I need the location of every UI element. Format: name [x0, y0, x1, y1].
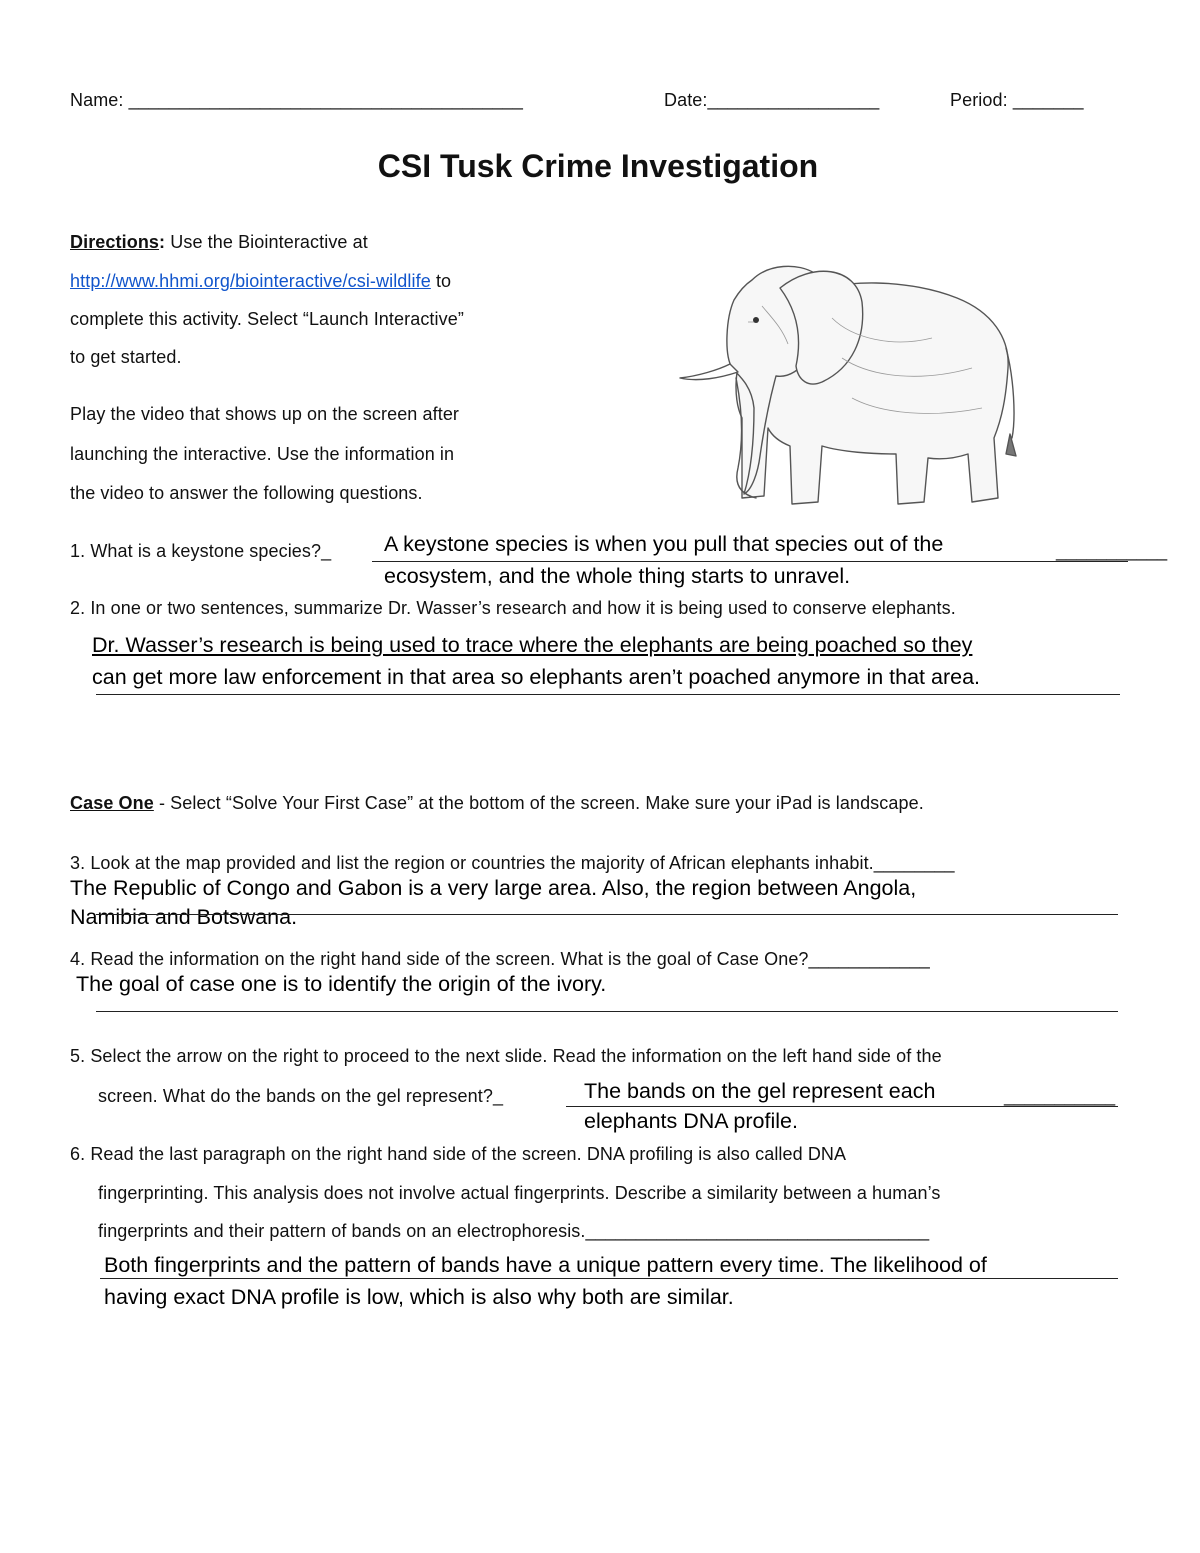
page-title: CSI Tusk Crime Investigation	[377, 148, 819, 184]
q6-prompt-line-2: fingerprinting. This analysis does not involve actual fingerprints. Describe a similarity between a human’s	[98, 1183, 941, 1203]
period-field[interactable]: Period: _______	[950, 90, 1084, 110]
q5-prompt-line-1: 5. Select the arrow on the right to proceed to the next slide. Read the information on the left hand side of the	[70, 1046, 942, 1066]
q2-prompt: 2. In one or two sentences, summarize Dr. Wasser’s research and how it is being used to conserve elephants.	[70, 598, 956, 618]
q5-answer-line-2[interactable]: elephants DNA profile.	[584, 1109, 798, 1133]
q6-answer-line-2[interactable]: having exact DNA profile is low, which is also why both are similar.	[104, 1285, 734, 1309]
play-line-1: Play the video that shows up on the screen after	[70, 404, 460, 424]
q3-prompt: 3. Look at the map provided and list the region or countries the majority of African elephants inhabit.________	[70, 853, 955, 873]
q4-prompt: 4. Read the information on the right hand side of the screen. What is the goal of Case One?____________	[70, 949, 930, 969]
elephant-illustration-icon	[672, 258, 1024, 514]
case-one-text: - Select “Solve Your First Case” at the bottom of the screen. Make sure your iPad is landscape.	[153, 793, 924, 813]
directions-to: to	[430, 271, 452, 291]
play-line-2: launching the interactive. Use the information in	[70, 444, 455, 464]
q5-tail: ___________	[1004, 1086, 1116, 1106]
q6-answer-line-1[interactable]: Both fingerprints and the pattern of bands have a unique pattern every time. The likelihood of	[104, 1253, 987, 1277]
biointeractive-link[interactable]: http://www.hhmi.org/biointeractive/csi-wildlife	[70, 271, 431, 291]
name-field[interactable]: Name: _______________________________________	[70, 90, 523, 110]
q4-underline	[96, 1011, 1118, 1012]
q5-answer-line-1[interactable]: The bands on the gel represent each	[584, 1079, 936, 1103]
directions-line-3: complete this activity. Select “Launch Interactive”	[70, 309, 464, 329]
q1-answer-line-2[interactable]: ecosystem, and the whole thing starts to unravel.	[384, 564, 851, 588]
q1-prompt: 1. What is a keystone species?_	[70, 541, 332, 561]
directions-colon: :	[159, 232, 166, 252]
q4-answer-line-1[interactable]: The goal of case one is to identify the origin of the ivory.	[76, 972, 607, 996]
case-one-label: Case One	[70, 793, 154, 813]
directions-label: Directions	[70, 232, 160, 252]
q6-prompt-line-3: fingerprints and their pattern of bands on an electrophoresis.__________________________________	[98, 1221, 930, 1241]
case-one-line	[70, 793, 924, 814]
directions-line-2	[70, 271, 451, 292]
q2-answer-line-2[interactable]: can get more law enforcement in that area so elephants aren’t poached anymore in that area.	[92, 665, 981, 689]
q3-answer-line-2[interactable]: Namibia and Botswana.	[70, 905, 298, 929]
q2-answer-line-1[interactable]: Dr. Wasser’s research is being used to trace where the elephants are being poached so they	[92, 633, 973, 657]
date-field[interactable]: Date:_________________	[664, 90, 880, 110]
directions-text: Use the Biointeractive at	[165, 232, 368, 252]
q2-underline	[96, 694, 1120, 695]
q6-prompt-line-1: 6. Read the last paragraph on the right hand side of the screen. DNA profiling is also called DNA	[70, 1144, 847, 1164]
q1-answer-line	[372, 561, 1128, 562]
q3-answer-line-1[interactable]: The Republic of Congo and Gabon is a very large area. Also, the region between Angola,	[70, 876, 917, 900]
q5-prompt-line-2: screen. What do the bands on the gel represent?_	[98, 1086, 504, 1106]
directions-line-4: to get started.	[70, 347, 182, 367]
directions-line-1	[70, 232, 368, 253]
q6-underline	[100, 1278, 1118, 1279]
play-line-3: the video to answer the following questions.	[70, 483, 423, 503]
q1-tail: ___________	[1056, 541, 1168, 561]
q1-answer-line-1[interactable]: A keystone species is when you pull that species out of the	[384, 532, 944, 556]
q3-underline	[96, 914, 1118, 915]
